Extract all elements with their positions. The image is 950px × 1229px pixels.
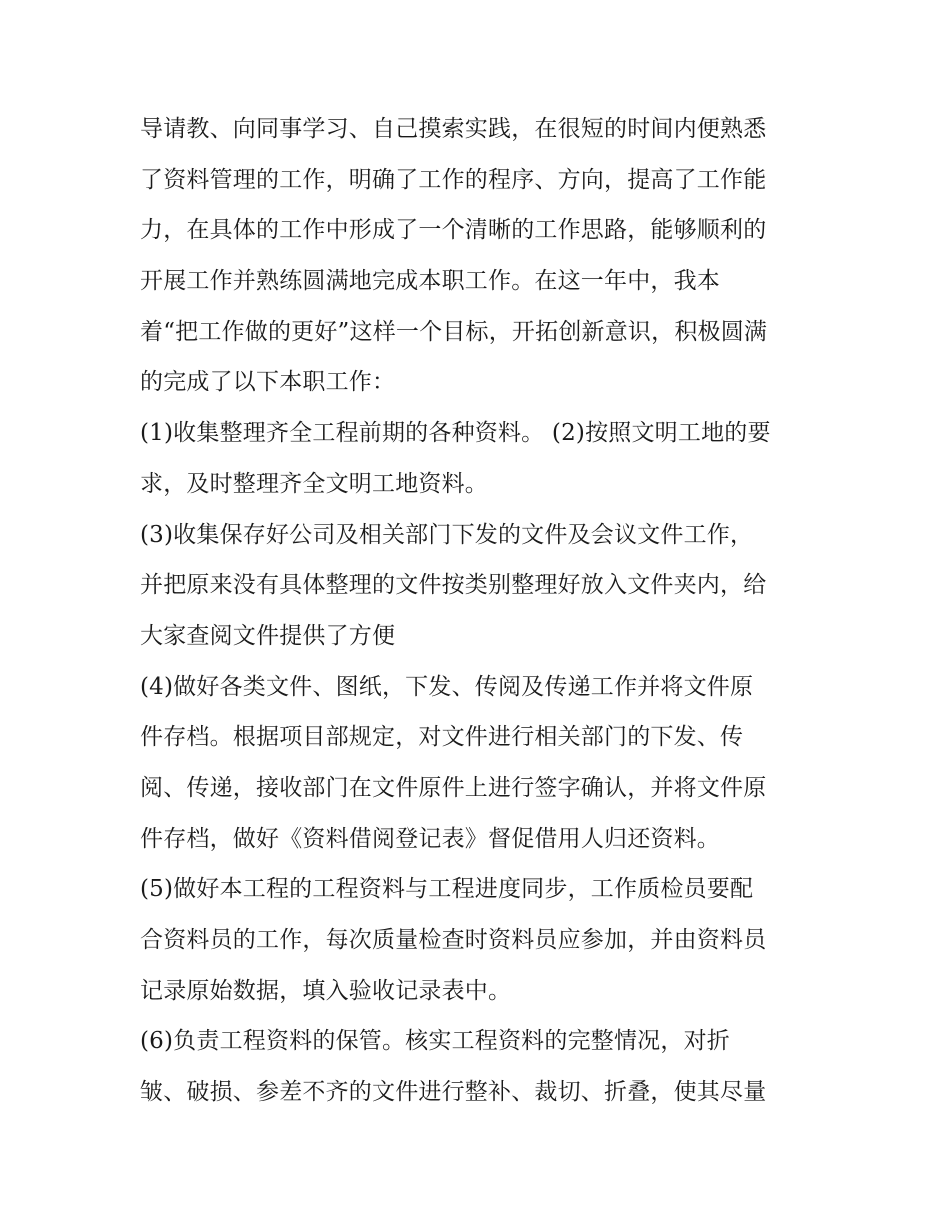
text-line: 大家查阅文件提供了方便 <box>140 622 396 649</box>
text-line: 合资料员的工作，每次质量检查时资料员应参加，并由资料员 <box>140 927 767 953</box>
text-line: (6)负责工程资料的保管。核实工程资料的完整情况，对折 <box>140 1028 730 1055</box>
text-line: 了资料管理的工作，明确了工作的程序、方向，提高了工作能 <box>140 166 767 193</box>
text-line: 皱、破损、参差不齐的文件进行整补、裁切、折叠，使其尽量 <box>140 1079 767 1106</box>
text-line: (4)做好各类文件、图纸，下发、传阅及传递工作并将文件原 <box>140 673 754 700</box>
text-line: 记录原始数据，填入验收记录表中。 <box>140 977 512 1004</box>
text-line: 导请教、向同事学习、自己摸索实践，在很短的时间内便熟悉 <box>140 116 767 142</box>
text-line: 求，及时整理齐全文明工地资料。 <box>140 470 488 497</box>
text-line: 件存档，做好《资料借阅登记表》督促借用人归还资料。 <box>140 825 720 852</box>
text-line: 开展工作并熟练圆满地完成本职工作。在这一年中，我本 <box>140 268 720 295</box>
text-line: 阅、传递，接收部门在文件原件上进行签字确认，并将文件原 <box>140 774 767 801</box>
text-line: 力，在具体的工作中形成了一个清晰的工作思路，能够顺利的 <box>140 217 767 244</box>
text-line: 件存档。根据项目部规定，对文件进行相关部门的下发、传 <box>140 724 744 751</box>
text-line: (5)做好本工程的工程资料与工程进度同步，工作质检员要配 <box>140 876 754 903</box>
body-text <box>140 104 840 1118</box>
text-line: 着“把工作做的更好”这样一个目标，开拓创新意识，积极圆满 <box>140 318 768 345</box>
text-line: (1)收集整理齐全工程前期的各种资料。 (2)按照文明工地的要 <box>140 420 771 447</box>
text-line: (3)收集保存好公司及相关部门下发的文件及会议文件工作， <box>140 521 754 548</box>
text-line: 的完成了以下本职工作： <box>140 369 396 396</box>
text-line: 并把原来没有具体整理的文件按类别整理好放入文件夹内，给 <box>140 572 767 599</box>
